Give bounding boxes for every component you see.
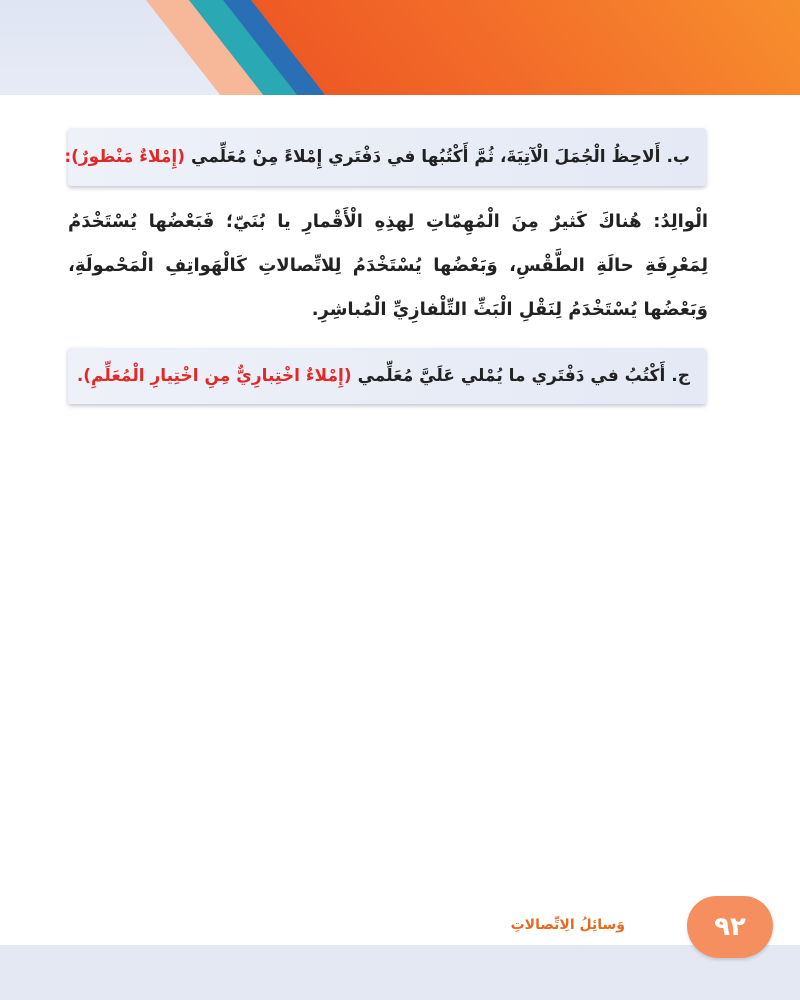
page-number-badge (687, 896, 773, 958)
page-number: ٩٢ (714, 912, 746, 942)
header-banner (0, 0, 800, 95)
section-b-dictation-type: (إِمْلاءٌ مَنْظورٌ): (64, 147, 185, 167)
section-b-instruction-box (64, 128, 706, 186)
section-c-letter: ج. (671, 366, 690, 386)
dictation-paragraph: الْوالِدُ: هُناكَ كَثيرٌ مِنَ الْمُهِمّاتِ لِهذِهِ الْأَقْمارِ يا بُنَيّ؛ فَبَعْضُها يُسْتَخْدَمُ لِمَعْرِفَةِ حالَةِ الطَّقْسِ، وَبَعْضُها يُسْتَخْدَمُ لِلاتِّصالاتِ كَالْهَواتِفِ الْمَحْمولَةِ، وَبَعْضُها يُسْتَخْدَمُ لِنَقْلِ الْبَثِّ التِّلْفازِيِّ الْمُباشِرِ. (68, 211, 708, 320)
section-b-instruction: أَلاحِظُ الْجُمَلَ الْآتِيَةَ، ثُمَّ أَكْتُبُها في دَفْتَري إِمْلاءً مِنْ مُعَلِّمي (191, 147, 661, 167)
banner-stripe-orange (235, 0, 800, 95)
footer-unit-title: وَسائِلُ الِاتِّصالاتِ (510, 917, 625, 933)
section-c-instruction: أَكْتُبُ في دَفْتَري ما يُمْلي عَلَيَّ مُعَلِّمي (357, 366, 666, 386)
footer-strip (0, 945, 800, 1000)
section-b-letter: ب. (666, 147, 690, 167)
section-c-instruction-box (68, 348, 706, 404)
section-c-dictation-type: (إِمْلاءٌ اخْتِبارِيٌّ مِنِ اخْتِيارِ الْمُعَلِّمِ). (76, 366, 352, 386)
